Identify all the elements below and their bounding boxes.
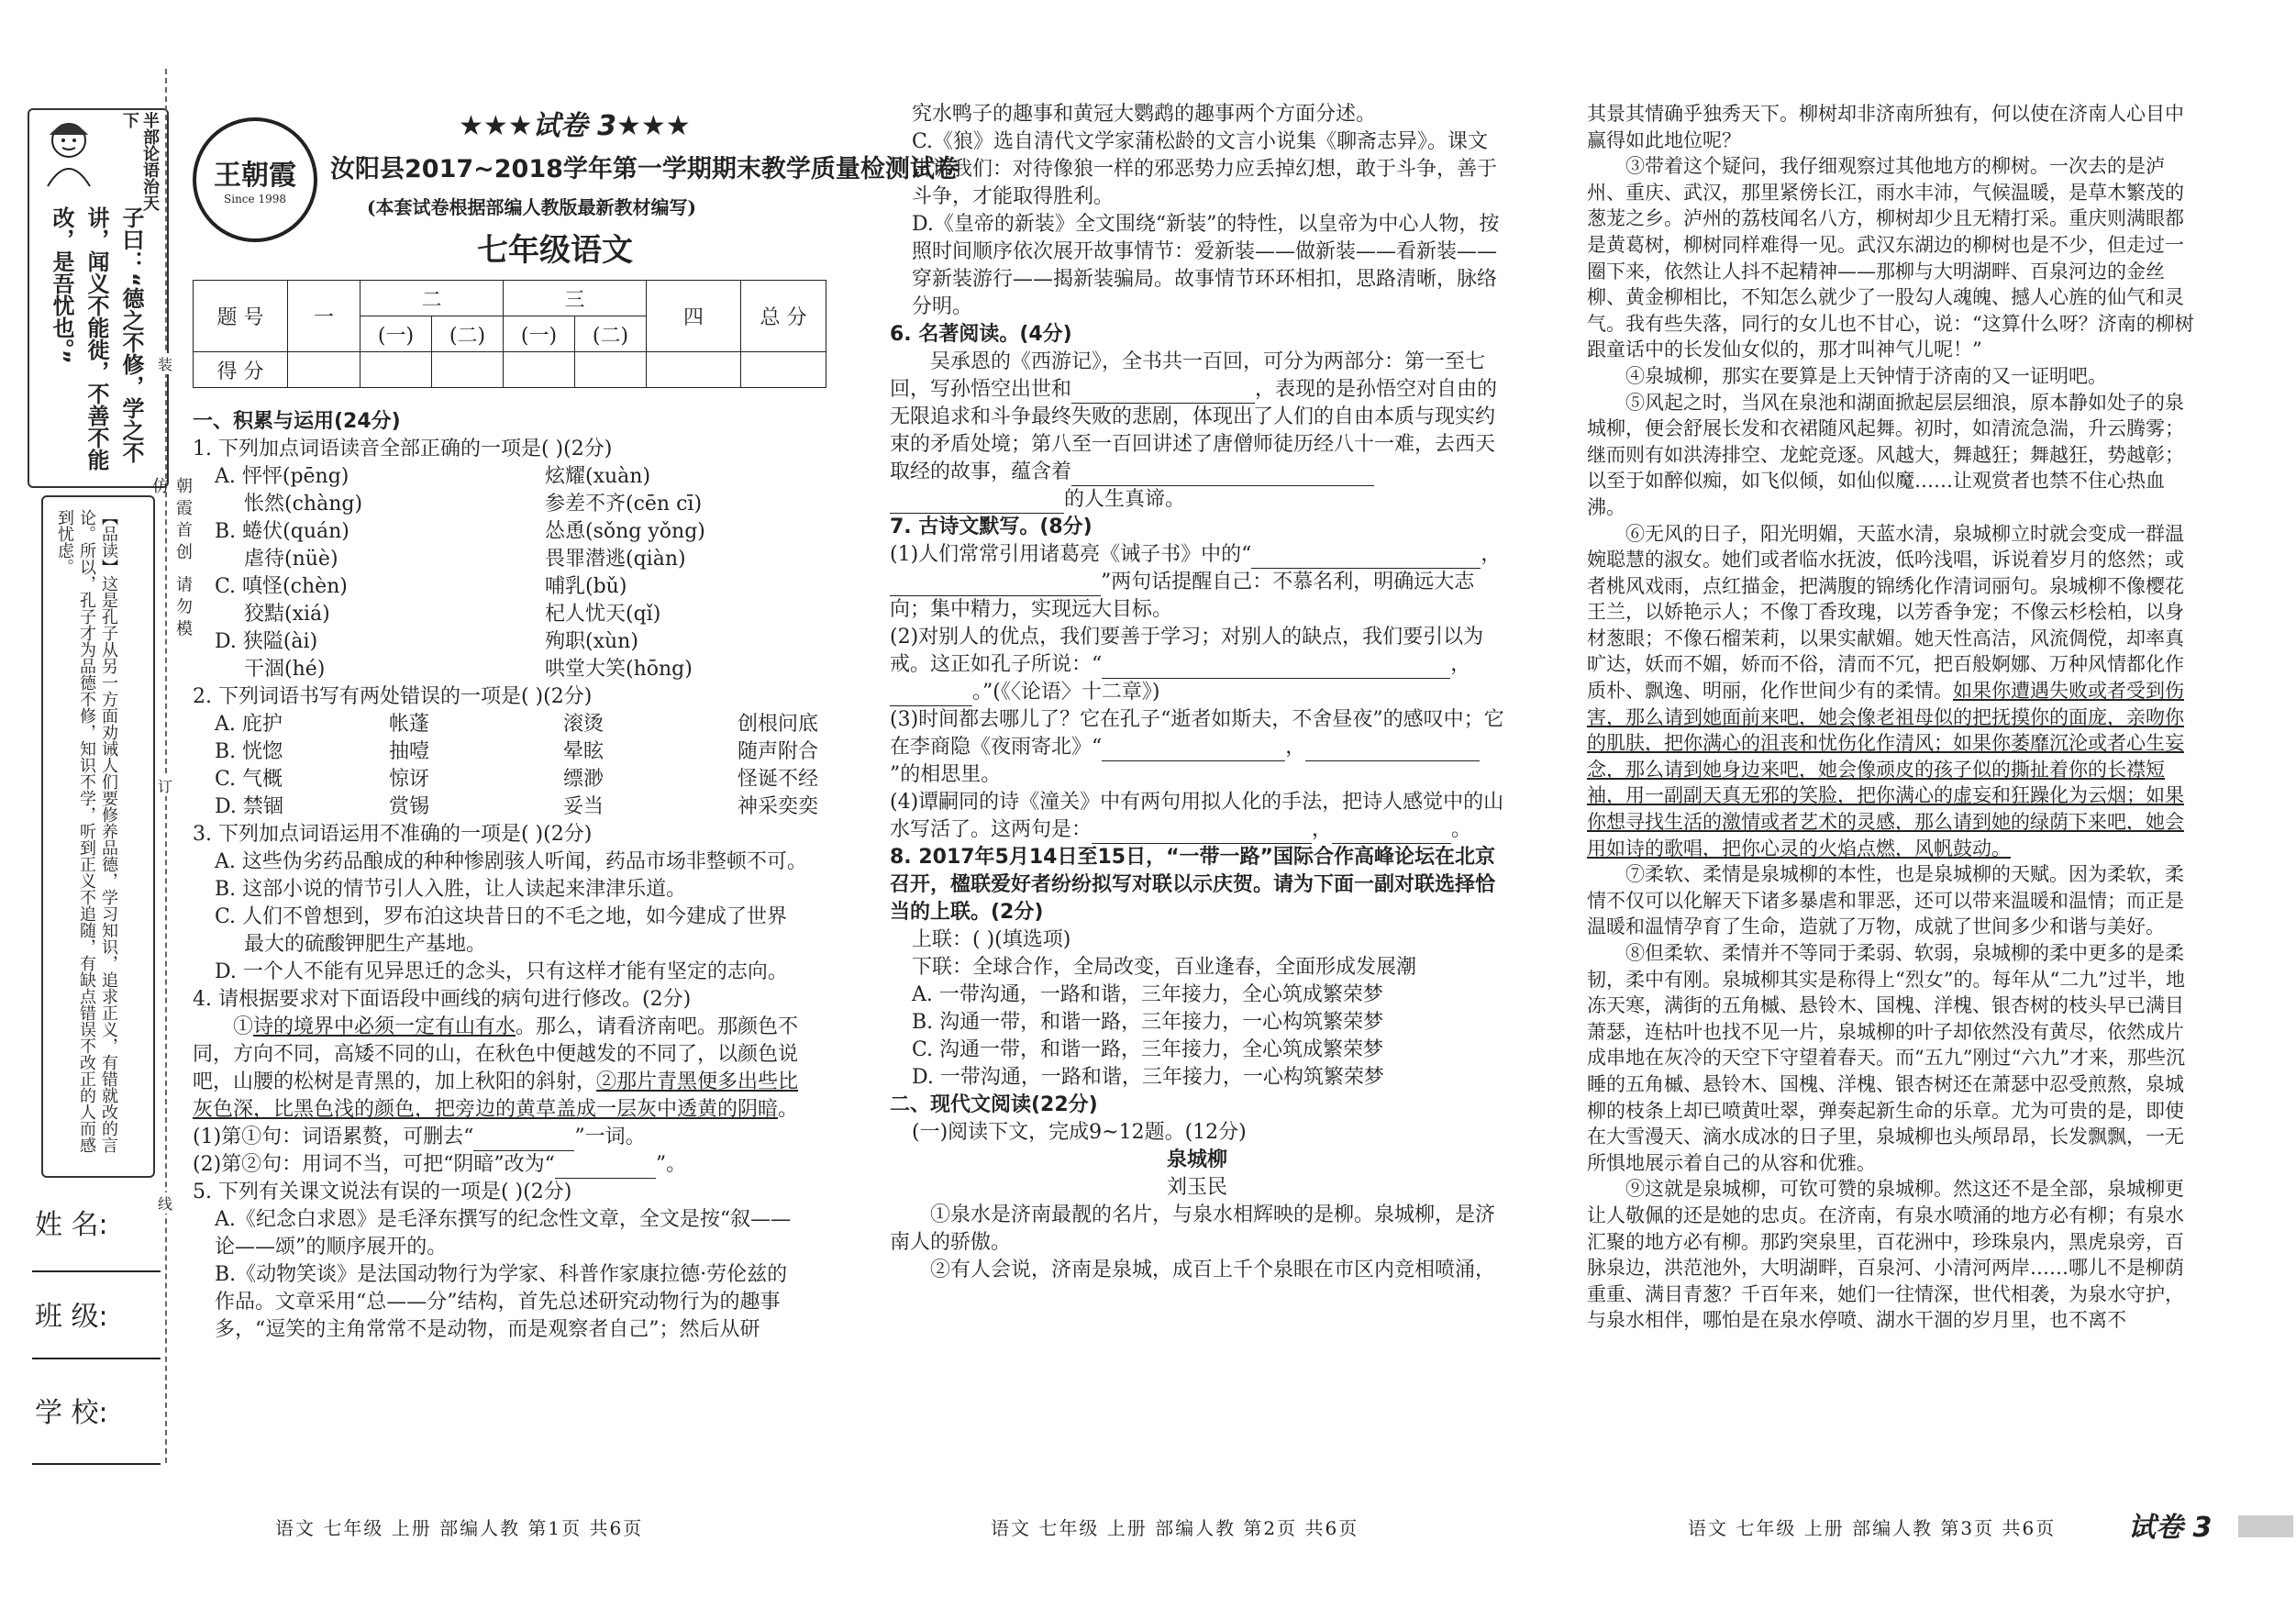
exam-subtitle: (本套试卷根据部编人教版最新教材编写) bbox=[367, 196, 696, 218]
school-field[interactable] bbox=[32, 1463, 161, 1465]
q7-blank-1[interactable] bbox=[1251, 548, 1481, 569]
q1-word: 哺乳(bǔ) bbox=[545, 575, 627, 598]
column-1 bbox=[193, 408, 819, 1344]
reading-note: 【品读】这是孔子从另一方面劝诫人们要修养品德，学习知识，追求正义，有错就改的言论。所以，孔子才为品德不修，知识不学，听到正义不追随，有缺点错误不改正的人而感到忧虑。 bbox=[55, 509, 118, 1153]
q2-option-c[interactable] bbox=[193, 766, 819, 793]
article-paragraph-9: ⑨这就是泉城柳，可钦可赞的泉城柳。然这还不是全部，泉城柳更让人敬佩的还是她的忠贞。在济南，有泉水喷涌的地方必有柳；有泉水汇聚的地方必有柳。那趵突泉里，百花洲中，珍珠泉内，黑虎泉旁，百脉泉边，洪范池外，大明湖畔，百泉河、小清河两岸……哪儿不是柳荫重重、满目青葱？千百年来，她们一往情深，世代相袭，为泉水守护，与泉水相伴，哪怕是在泉水停喷、湖水干涸的岁月里，也不离不 bbox=[1587, 1178, 2184, 1332]
question-2: 2. 下列词语书写有两处错误的一项是( )(2分) bbox=[193, 685, 593, 708]
q5-option-b[interactable]: B.《动物笑谈》是法国动物行为学家、科普作家康拉德·劳伦兹的作品。文章采用“总——分”结构，首先总述研究动物行为的趣事多，“逗笑的主角常常不是动物，而是观察者自己”；然后从研 bbox=[215, 1263, 788, 1341]
article-paragraph-2-cont: 其景其情确乎独秀天下。柳树却非济南所独有，何以使在济南人心目中赢得如此地位呢？ bbox=[1587, 103, 2184, 151]
q4-sub-2-text: (2)第②句：用词不当，可把“阴暗”改为“ bbox=[193, 1153, 555, 1176]
q7-text: (1)人们常常引用诸葛亮《诫子书》中的“ bbox=[890, 543, 1252, 566]
q7-text: ， bbox=[1312, 818, 1333, 841]
q6-blank-2[interactable] bbox=[1071, 465, 1374, 486]
q2-word: 缥渺 bbox=[563, 768, 605, 791]
section-1-heading: 一、积累与运用(24分) bbox=[193, 410, 401, 433]
q7-blank-2[interactable] bbox=[890, 575, 1101, 596]
score-header-2: 二 bbox=[360, 281, 504, 316]
score-sub-3a: (一) bbox=[504, 316, 575, 352]
paragraph-6-text: ⑥无风的日子，阳光明媚，天蓝水清，泉城柳立时就会变成一群温婉聪慧的淑女。她们或者临水抚波，低吟浅唱，诉说着岁月的悠然；或者桃风戏雨，点红描金，把满腹的锦绣化作清词丽句。泉城柳不像樱花王兰，以娇艳示人；不像丁香玫瑰，以芳香争宠；不像云杉桧柏，以身材葱眼；不像石榴茉莉，以果实献媚。她天性高洁，风流倜傥，却率真旷达，妖而不媚，娇而不俗，清而不冗，把百般婀娜、万种风情都化作质朴、飘逸、明丽，化作世间少有的柔情。 bbox=[1587, 522, 2184, 703]
q4-sub-1-text: (1)第①句：词语累赘，可删去“ bbox=[193, 1126, 474, 1148]
score-sub-2a: (一) bbox=[360, 316, 432, 352]
q7-sub-4 bbox=[890, 789, 1504, 844]
question-3: 3. 下列加点词语运用不准确的一项是( )(2分) bbox=[193, 823, 593, 846]
question-8: 8. 2017年5月14日至15日，“一带一路”国际合作高峰论坛在北京召开，楹联爱好者纷纷拟写对联以示庆贺。请为下面一副对联选择恰当的上联。(2分) bbox=[890, 846, 1496, 924]
q1-option[interactable]: A. 怦怦(pēng) bbox=[215, 465, 349, 488]
score-row-label: 得 分 bbox=[194, 352, 288, 388]
q2-word: 神采奕奕 bbox=[738, 795, 819, 818]
binding-line bbox=[165, 69, 167, 1463]
score-cell[interactable] bbox=[360, 352, 432, 388]
q8-option-c[interactable]: C. 沟通一带，和谐一路，三年接力，全心筑成繁荣梦 bbox=[912, 1038, 1384, 1061]
q5-option-c[interactable]: C.《狼》选自清代文学家蒲松龄的文言小说集《聊斋志异》。课文告诉我们：对待像狼一样的邪恶势力应丢掉幻想，敢于斗争，善于斗争，才能取得胜利。 bbox=[912, 130, 1498, 208]
q7-sub-1 bbox=[890, 541, 1504, 624]
q2-word: B. 恍惚 bbox=[215, 740, 283, 763]
q3-option-b[interactable]: B. 这部小说的情节引人入胜，让人读起来津津乐道。 bbox=[215, 878, 687, 901]
paragraph-6-underlined: 如果你遭遇失败或者受到伤害，那么请到她面前来吧，她会像老祖母似的把抚摸你的面庞，亲吻你的肌肤，把你满心的沮丧和忧伤化作清风；如果你萎靡沉沦或者心生妄念，那么请到她身边来吧，她会像顽皮的孩子似的撕扯着你的长襟短袖，用一副副天真无邪的笑脸，把你满心的虚妄和狂躁化为云烟；如果你想寻找生活的激情或者艺术的灵感，那么请到她的绿荫下来吧，她会用如诗的歌唱，把你心灵的火焰点燃，风帆鼓动。 bbox=[1587, 680, 2184, 859]
score-cell[interactable] bbox=[575, 352, 647, 388]
q7-sub-3 bbox=[890, 706, 1504, 789]
q7-text: (2)对别人的优点，我们要善于学习；对别人的缺点，我们要引以为戒。这正如孔子所说：“ bbox=[890, 626, 1484, 676]
score-sub-2b: (二) bbox=[432, 316, 504, 352]
q1-word: 干涸(hé) bbox=[244, 658, 326, 681]
q2-word: 怪诞不经 bbox=[738, 768, 819, 791]
q7-sub-2 bbox=[890, 624, 1504, 706]
score-cell[interactable] bbox=[288, 352, 360, 388]
q1-word: 虐待(nüè) bbox=[244, 548, 338, 571]
q7-text: ， bbox=[1285, 736, 1306, 759]
q7-blank-8[interactable] bbox=[1332, 823, 1451, 844]
name-label: 姓 名: bbox=[35, 1209, 108, 1241]
score-header-item: 题 号 bbox=[194, 281, 288, 352]
class-field[interactable] bbox=[32, 1358, 161, 1359]
article-title: 泉城柳 bbox=[1166, 1148, 1227, 1171]
question-6: 6. 名著阅读。(4分) bbox=[890, 323, 1072, 346]
q3-option-c-cont: 最大的硫酸钾肥生产基地。 bbox=[244, 933, 487, 956]
q7-text: ”的相思里。 bbox=[890, 763, 1002, 786]
q2-word: D. 禁锢 bbox=[215, 795, 283, 818]
q1-option[interactable]: B. 蜷伏(quán) bbox=[215, 520, 349, 543]
q8-lower: 下联：全球合作，全局改变，百业逢春，全面形成发展潮 bbox=[912, 956, 1417, 979]
q2-option-b[interactable] bbox=[193, 738, 819, 766]
q4-sub-2 bbox=[193, 1151, 807, 1179]
score-cell[interactable] bbox=[504, 352, 575, 388]
q4-sub-2-end: ”。 bbox=[655, 1153, 687, 1176]
score-cell[interactable] bbox=[647, 352, 741, 388]
article-paragraph-7: ⑦柔软、柔情是泉城柳的本性，也是泉城柳的天赋。因为柔软，柔情不仅可以化解天下诸多暴虐和罪恶，还可以带来温暖和温情；而正是温暖和温情孕育了生命，造就了万物，成就了世间多少和谐与美好。 bbox=[1587, 863, 2184, 938]
score-header-1: 一 bbox=[288, 281, 360, 352]
paper-badge: 试卷 3 bbox=[2128, 1512, 2213, 1544]
q1-word: 杞人忧天(qǐ) bbox=[545, 603, 661, 626]
q4-text: 。那么，请看济南吧。那颜色不同，方向不同，高矮不同的山，在秋色中便越发的不同了，以颜色说吧，山腰的松树是青黑的，加上秋阳的斜射， bbox=[193, 1015, 799, 1093]
q2-word: 妥当 bbox=[563, 795, 605, 818]
brand-logo bbox=[193, 117, 317, 242]
footer-page-1: 语文 七年级 上册 部编人教 第1页 共6页 bbox=[275, 1517, 644, 1539]
paper-number: ★★★试卷 3★★★ bbox=[459, 110, 691, 142]
q3-option-c[interactable]: C. 人们不曾想到，罗布泊这块昔日的不毛之地，如今建成了世界 bbox=[215, 905, 788, 928]
section-2-heading: 二、现代文阅读(22分) bbox=[890, 1093, 1098, 1116]
score-header-3: 三 bbox=[504, 281, 647, 316]
q7-blank-7[interactable] bbox=[1092, 823, 1312, 844]
q4-mark-1: ① bbox=[233, 1015, 254, 1038]
seal-mark-1: 装 bbox=[156, 353, 174, 374]
q5-option-a[interactable]: A.《纪念白求恩》是毛泽东撰写的纪念性文章，全文是按“叙——论——颂”的顺序展开的。 bbox=[215, 1208, 792, 1259]
q7-blank-6[interactable] bbox=[1305, 740, 1480, 761]
q6-text: ，表现的是孙悟空对自由的无限追求和斗争最终失败的悲剧，体现出了人们的自由本质与现实约束的矛盾处境；第八至一百回讲述了唐僧师徒历经八十一难，去西天取经的故事，蕴含着 bbox=[890, 378, 1498, 483]
q6-blank-2b[interactable] bbox=[890, 493, 1064, 514]
score-header-4: 四 bbox=[647, 281, 741, 352]
q3-option-a[interactable]: A. 这些伪劣药品酿成的种种惨剧骇人听闻，药品市场非整顿不可。 bbox=[215, 850, 807, 873]
q1-word: 怂恿(sǒng yǒng) bbox=[545, 520, 705, 543]
q2-word: 创根问底 bbox=[738, 713, 819, 736]
q2-word: 随声附合 bbox=[738, 740, 819, 763]
school-label: 学 校: bbox=[35, 1397, 108, 1429]
q7-blank-5[interactable] bbox=[1102, 740, 1285, 761]
q3-option-d[interactable]: D. 一个人不能有见异思迁的念头，只有这样才能有坚定的志向。 bbox=[215, 960, 788, 983]
q4-sub-1-end: ”一词。 bbox=[574, 1126, 646, 1148]
brand-name: 王朝霞 bbox=[214, 160, 296, 192]
q7-text: (3)时间都去哪儿了？它在孔子“逝者如斯夫，不舍昼夜”的感叹中；它在李商隐《夜雨寄北》“ bbox=[890, 708, 1504, 759]
q4-text: 。 bbox=[778, 1098, 799, 1121]
q7-blank-4[interactable] bbox=[890, 685, 972, 706]
column-2 bbox=[890, 101, 1504, 1284]
score-header-total: 总 分 bbox=[741, 281, 826, 352]
scholar-cartoon-icon bbox=[37, 115, 101, 188]
footer-page-2: 语文 七年级 上册 部编人教 第2页 共6页 bbox=[991, 1517, 1359, 1539]
q2-option-a[interactable] bbox=[193, 711, 819, 738]
q1-option[interactable]: D. 狭隘(ài) bbox=[215, 630, 318, 653]
q4-blank-1[interactable] bbox=[473, 1130, 574, 1151]
q7-text: 。 bbox=[1451, 818, 1472, 841]
q1-option[interactable]: C. 嗔怪(chèn) bbox=[215, 575, 348, 598]
article-author: 刘玉民 bbox=[1166, 1176, 1227, 1199]
subsection-1-heading: (一)阅读下文，完成9~12题。(12分) bbox=[912, 1121, 1247, 1144]
motto-tag: 半部论语治天下 bbox=[120, 112, 160, 211]
q1-word: 参差不齐(cēn cī) bbox=[545, 493, 703, 516]
q4-sentence-2: ②那片青黑便多出些比灰色深，比黑色浅的颜色，把旁边的黄草盖成一层灰中透黄的阴暗 bbox=[193, 1070, 799, 1121]
q4-sub-1 bbox=[193, 1124, 807, 1151]
q4-blank-2[interactable] bbox=[555, 1158, 656, 1179]
q1-word: 炫耀(xuàn) bbox=[545, 465, 651, 488]
q1-word: 殉职(xùn) bbox=[545, 630, 638, 653]
confucius-quote: 子曰：“德之不修，学之不讲，闻义不能徙，不善不能改，是吾忧也。” bbox=[49, 206, 144, 471]
article-paragraph-2: ②有人会说，济南是泉城，成百上千个泉眼在市区内竞相喷涌， bbox=[930, 1259, 1496, 1281]
badge-bar bbox=[2238, 1515, 2293, 1537]
article-paragraph-5: ⑤风起之时，当风在泉池和湖面掀起层层细浪，原本静如处子的泉城柳，便会舒展长发和衣裙随风起舞。初时，如清流急湍，升云腾雾；继而则有如洪涛排空、龙蛇竞逐。风越大，舞越狂；舞越狂，势越彰；以至于如醉似痴，如飞似倾，如仙似魔……让观赏者也禁不住心热血沸。 bbox=[1587, 391, 2184, 518]
q7-text: (4)谭嗣同的诗《潼关》中有两句用拟人化的手法，把诗人感觉中的山水写活了。这两句是： bbox=[890, 791, 1504, 841]
score-cell[interactable] bbox=[432, 352, 504, 388]
q8-upper: 上联：( )(填选项) bbox=[912, 928, 1071, 951]
q7-text: ”两句话提醒自己：不慕名利，明确远大志向；集中精力，实现远大目标。 bbox=[890, 571, 1475, 621]
q2-word: 滚烫 bbox=[563, 713, 605, 736]
article-paragraph-4: ④泉城柳，那实在要算是上天钟情于济南的又一证明吧。 bbox=[1625, 364, 2107, 387]
article-paragraph-1: ①泉水是济南最靓的名片，与泉水相辉映的是柳。泉城柳，是济南人的骄傲。 bbox=[890, 1203, 1496, 1254]
q7-blank-3[interactable] bbox=[1102, 658, 1450, 679]
q4-passage bbox=[193, 1014, 807, 1124]
q1-word: 狡黠(xiá) bbox=[244, 603, 330, 626]
q1-word: 哄堂大笑(hōng) bbox=[545, 658, 693, 681]
footer-page-3: 语文 七年级 上册 部编人教 第3页 共6页 bbox=[1688, 1517, 2057, 1539]
q7-text: 。”(《〈论语〉十二章》) bbox=[972, 681, 1160, 704]
name-field[interactable] bbox=[32, 1270, 161, 1272]
exam-title: 汝阳县2017~2018学年第一学期期末教学质量检测试卷 bbox=[330, 155, 959, 183]
column-3 bbox=[1587, 101, 2200, 1334]
q2-word: A. 庇护 bbox=[215, 713, 283, 736]
q2-word: C. 气概 bbox=[215, 768, 283, 791]
q7-text: ， bbox=[1481, 543, 1502, 566]
margin-notice: 朝霞首创 请勿模仿 bbox=[150, 477, 193, 642]
q2-word: 赏锡 bbox=[389, 795, 430, 818]
q2-word: 抽噎 bbox=[389, 740, 430, 763]
q5-option-d[interactable]: D.《皇帝的新装》全文围绕“新装”的特性，以皇帝为中心人物，按照时间顺序依次展开故事情节：爱新装——做新装——看新装——穿新装游行——揭新装骗局。故事情节环环相扣，思路清晰，脉络分明。 bbox=[912, 213, 1500, 318]
q8-option-b[interactable]: B. 沟通一带，和谐一路，三年接力，一心构筑繁荣梦 bbox=[912, 1011, 1384, 1034]
brand-since: Since 1998 bbox=[224, 193, 286, 205]
question-7: 7. 古诗文默写。(8分) bbox=[890, 516, 1093, 538]
seal-mark-2: 订 bbox=[156, 775, 174, 796]
q1-word: 怅然(chàng) bbox=[244, 493, 363, 516]
article-paragraph-8: ⑧但柔软、柔情并不等同于柔弱、软弱，泉城柳的柔中更多的是柔韧，柔中有刚。泉城柳其实是称得上“烈女”的。每年从“二九”过半，地冻天寒，满街的五角槭、悬铃木、国槐、洋槐、银杏树的枝头早已满目萧瑟，连枯叶也找不见一片，泉城柳的叶子却依然没有黄尽，依然成片成串地在灰冷的天空下守望着春天。而“五九”刚过“六九”才来，那些沉睡的五角槭、悬铃木、国槐、洋槐、银杏树还在萧瑟中忍受煎熬，泉城柳的枝条上却已喷黄吐翠，弹奏起新生命的乐章。尤为可贵的是，即使在大雪漫天、滴水成冰的日子里，泉城柳也头颅昂昂，长发飘飘，一无所惧地展示着自己的从容和优雅。 bbox=[1587, 942, 2185, 1174]
question-4: 4. 请根据要求对下面语段中画线的病句进行修改。(2分) bbox=[193, 988, 692, 1011]
q8-option-a[interactable]: A. 一带沟通，一路和谐，三年接力，全心筑成繁荣梦 bbox=[912, 983, 1383, 1006]
q4-sentence-1: 诗的境界中必须一定有山有水 bbox=[253, 1015, 516, 1038]
q2-word: 帐蓬 bbox=[389, 713, 430, 736]
score-table bbox=[193, 280, 826, 388]
q6-passage bbox=[890, 349, 1504, 514]
score-cell[interactable] bbox=[741, 352, 826, 388]
article-paragraph-6 bbox=[1587, 521, 2200, 862]
q2-word: 惊讶 bbox=[389, 768, 430, 791]
q6-text: 吴承恩的《西游记》，全书共一百回，可分为两部分：第一至七回，写孙悟空出世和 bbox=[890, 350, 1486, 401]
q1-word: 畏罪潜逃(qiàn) bbox=[545, 548, 686, 571]
class-label: 班 级: bbox=[35, 1301, 108, 1333]
q6-blank-1[interactable] bbox=[1071, 383, 1255, 404]
q6-text-end: 的人生真谛。 bbox=[1064, 488, 1186, 511]
seal-mark-3: 线 bbox=[156, 1192, 174, 1214]
q2-option-d[interactable] bbox=[193, 793, 819, 821]
q2-word: 晕眩 bbox=[563, 740, 605, 763]
question-5: 5. 下列有关课文说法有误的一项是( )(2分) bbox=[193, 1181, 572, 1203]
q8-option-d[interactable]: D. 一带沟通，一路和谐，三年接力，一心构筑繁荣梦 bbox=[912, 1066, 1384, 1089]
q1-options bbox=[193, 463, 807, 683]
subject-title: 七年级语文 bbox=[477, 232, 633, 269]
score-sub-3b: (二) bbox=[575, 316, 647, 352]
question-1: 1. 下列加点词语读音全部正确的一项是( )(2分) bbox=[193, 438, 613, 460]
article-paragraph-3: ③带着这个疑问，我仔细观察过其他地方的柳树。一次去的是泸州、重庆、武汉，那里紧傍长江，雨水丰沛，气候温暖，是草木繁茂的葱茏之乡。泸州的荔枝闻名八方，柳树却少且无精打采。重庆则满眼都是黄葛树，柳树同样难得一见。武汉东湖边的柳树也是不少，但走过一圈下来，依然让人抖不起精神——那柳与大明湖畔、百泉河边的金丝柳、黄金柳相比，不知怎么就少了一股勾人魂魄、撼人心旌的仙气和灵气。我有些失落，同行的女儿也不甘心，说：“这算什么呀？济南的柳树跟童话中的长发仙女似的，那才叫神气儿呢！” bbox=[1587, 155, 2194, 361]
q5-option-b-cont: 究水鸭子的趣事和黄冠大鹦鹉的趣事两个方面分述。 bbox=[912, 103, 1377, 126]
q7-text: ， bbox=[1450, 653, 1471, 676]
